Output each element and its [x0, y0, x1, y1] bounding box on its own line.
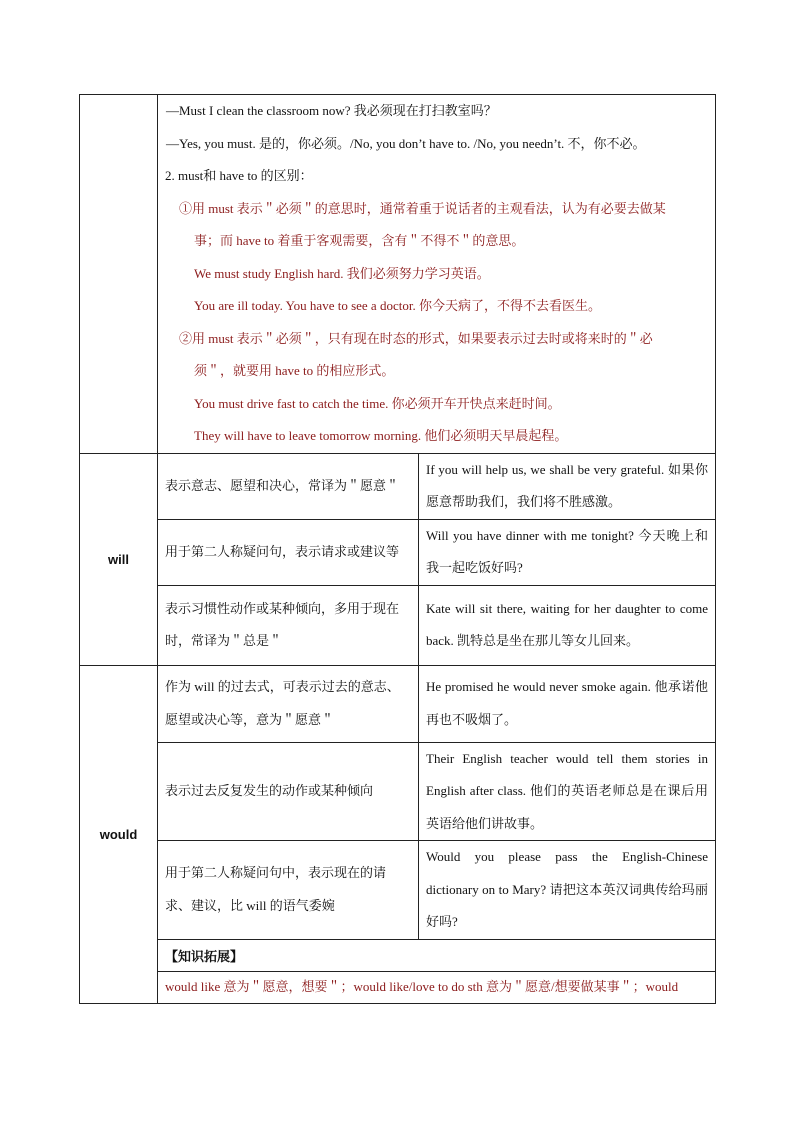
usage-cell: [158, 742, 419, 841]
difference-heading: 2. must和 have to 的区别：: [165, 168, 313, 183]
would-row: [80, 665, 716, 742]
would-row: [80, 841, 716, 940]
rule-one-line1: ①用 must 表示＂必须＂的意思时，通常着重于说话者的主观看法，认为有必要去做某: [179, 200, 666, 216]
example-cell: [419, 585, 716, 665]
usage-text: 用于第二人称疑问句中，表示现在的请求、建议，比 will 的语气委婉: [165, 865, 387, 913]
must-content-cell: [158, 95, 716, 454]
dialog-question: —Must I clean the classroom now? 我必须现在打扫教室吗？: [166, 103, 497, 118]
example-cell: [419, 841, 716, 940]
usage-cell: [158, 665, 419, 742]
dialog-answer: —Yes, you must. 是的，你必须。/No, you don’t have to. /No, you needn’t. 不，你不必。: [166, 135, 646, 151]
will-row: [80, 453, 716, 519]
extension-text: [158, 971, 716, 1003]
usage-text: 表示过去反复发生的动作或某种倾向: [165, 783, 374, 798]
example-line: They will have to leave tomorrow morning. 他们必须明天早晨起程。: [194, 428, 568, 443]
usage-text: 用于第二人称疑问句，表示请求或建议等: [165, 543, 400, 559]
must-label-cell: [80, 95, 158, 454]
grammar-table: [79, 94, 716, 1004]
usage-cell: [158, 841, 419, 940]
usage-cell: [158, 585, 419, 665]
would-label: would: [80, 665, 158, 1003]
will-row: [80, 585, 716, 665]
usage-text: 表示习惯性动作或某种倾向，多用于现在时，常译为＂总是＂: [165, 600, 400, 648]
usage-text: 表示意志、愿望和决心，常译为＂愿意＂: [165, 477, 400, 493]
usage-cell: [158, 453, 419, 519]
will-label: will: [80, 453, 158, 665]
example-text: If you will help us, we shall be very grateful. 如果你愿意帮助我们，我们将不胜感激。: [426, 461, 709, 509]
must-row: [80, 95, 716, 454]
extension-title-row: [80, 939, 716, 971]
example-text: Would you please pass the English-Chinese dictionary on to Mary? 请把这本英汉词典传给玛丽好吗?: [426, 849, 709, 929]
example-text: Will you have dinner with me tonight? 今天晚上和我一起吃饭好吗?: [426, 527, 709, 575]
example-text: He promised he would never smoke again. 他承诺他再也不吸烟了。: [426, 679, 709, 727]
example-line: We must study English hard. 我们必须努力学习英语。: [194, 265, 490, 281]
rule-one-line2: 事；而 have to 着重于客观需要，含有＂不得不＂的意思。: [194, 233, 525, 248]
example-cell: [419, 519, 716, 585]
example-cell: [419, 665, 716, 742]
usage-cell: [158, 519, 419, 585]
usage-text: 作为 will 的过去式，可表示过去的意志、愿望或决心等，意为＂愿意＂: [165, 679, 400, 727]
extension-title: 【知识拓展】: [158, 939, 716, 971]
would-row: [80, 742, 716, 841]
example-text: Their English teacher would tell them stories in English after class. 他们的英语老师总是在课后用英语给他们讲故事。: [426, 750, 709, 831]
example-text: Kate will sit there, waiting for her daughter to come back. 凯特总是坐在那儿等女儿回来。: [426, 600, 709, 648]
rule-two-line2: 须＂，就要用 have to 的相应形式。: [194, 363, 395, 378]
will-row: [80, 519, 716, 585]
example-line: You are ill today. You have to see a doctor. 你今天病了，不得不去看医生。: [194, 298, 601, 313]
rule-two-line1: ②用 must 表示＂必须＂，只有现在时态的形式，如果要表示过去时或将来时的＂必: [179, 330, 653, 346]
example-cell: [419, 742, 716, 841]
example-line: You must drive fast to catch the time. 你必须开车开快点来赶时间。: [194, 395, 561, 411]
example-cell: [419, 453, 716, 519]
extension-text-line: would like 意为＂愿意，想要＂；would like/love to do sth 意为＂愿意/想要做某事＂；would: [165, 979, 679, 994]
extension-text-row: [80, 971, 716, 1003]
